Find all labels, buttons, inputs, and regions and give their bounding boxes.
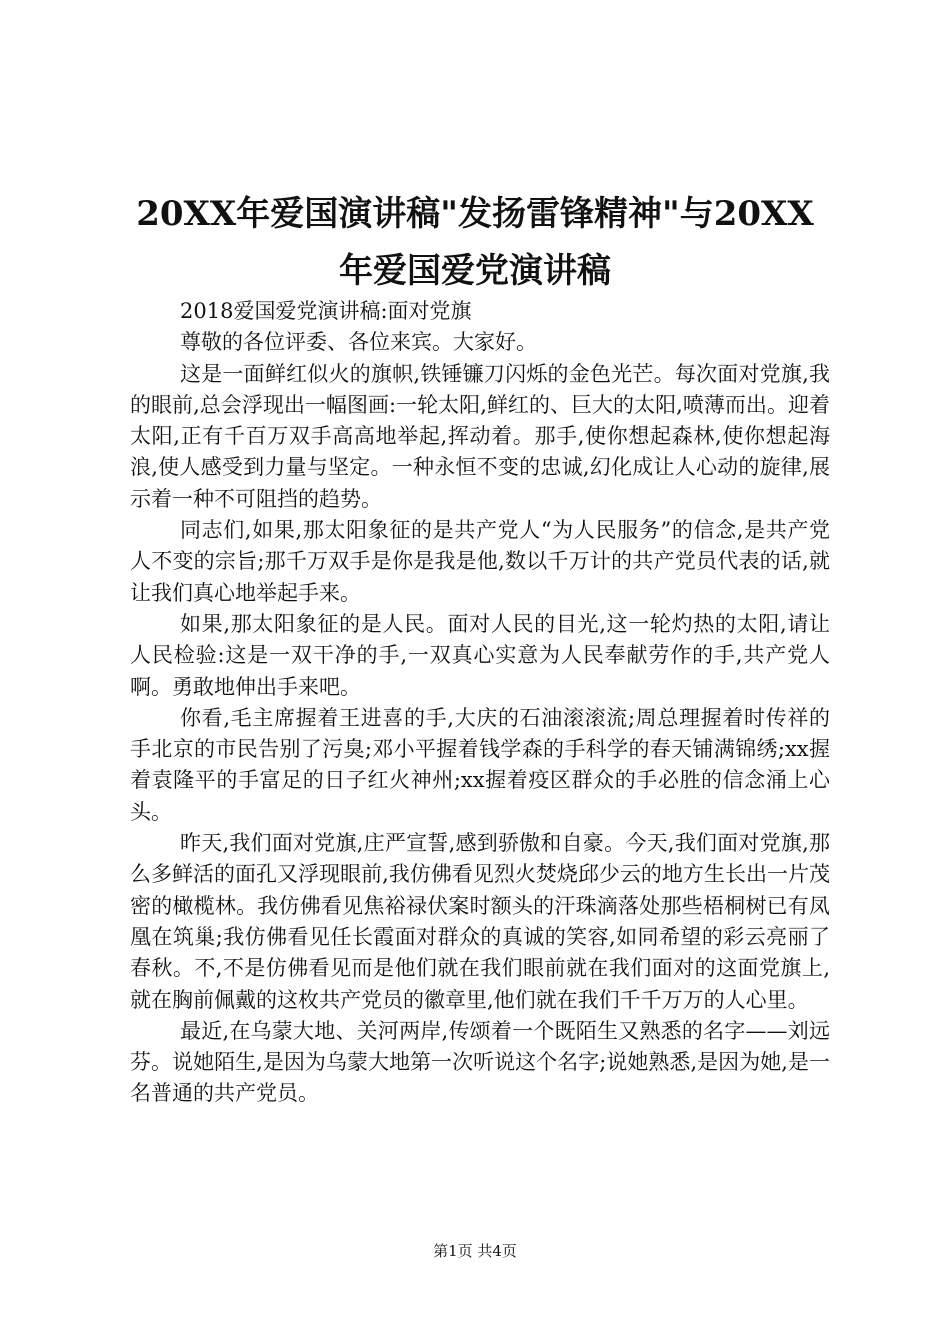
paragraph: 这是一面鲜红似火的旗帜,铁锤镰刀闪烁的金色光芒。每次面对党旗,我的眼前,总会浮现出一幅图画:一轮太阳,鲜红的、巨大的太阳,喷薄而出。迎着太阳,正有千百万双手高高地举起,挥动着。那手,使你想起森林,使你想起海浪,使人感受到力量与坚定。一种永恒不变的忠诚,幻化成让人心动的旋律,展示着一种不可阻挡的趋势。 <box>130 361 830 511</box>
paragraph: 你看,毛主席握着王进喜的手,大庆的石油滚滚流;周总理握着时传祥的手北京的市民告别了污臭;邓小平握着钱学森的手科学的春天铺满锦绣;xx握着袁隆平的手富足的日子红火神州;xx握着疫区群众的手必胜的信念涌上心头。 <box>130 705 830 824</box>
paragraph: 同志们,如果,那太阳象征的是共产党人“为人民服务”的信念,是共产党人不变的宗旨;那千万双手是你是我是他,数以千万计的共产党员代表的话,就让我们真心地举起手来。 <box>130 518 830 605</box>
page-footer: 第1页 共4页 <box>433 1242 517 1260</box>
paragraph: 如果,那太阳象征的是人民。面对人民的目光,这一轮灼热的太阳,请让人民检验:这是一双干净的手,一双真心实意为人民奉献劳作的手,共产党人啊。勇敢地伸出手来吧。 <box>130 611 830 699</box>
title-line-1: 20XX年爱国演讲稿"发扬雷锋精神"与20XX <box>136 194 814 234</box>
document-body <box>130 296 830 1110</box>
title-line-2: 年爱国爱党演讲稿 <box>339 251 611 291</box>
paragraph-greeting: 尊敬的各位评委、各位来宾。大家好。 <box>180 330 537 355</box>
paragraph-subtitle: 2018爱国爱党演讲稿:面对党旗 <box>180 299 472 323</box>
paragraph: 昨天,我们面对党旗,庄严宣誓,感到骄傲和自豪。今天,我们面对党旗,那么多鲜活的面孔又浮现眼前,我仿佛看见烈火焚烧邱少云的地方生长出一片茂密的橄榄林。我仿佛看见焦裕禄伏案时额头的汗珠滴落处那些梧桐树已有凤凰在筑巢;我仿佛看见任长霞面对群众的真诚的笑容,如同希望的彩云亮丽了春秋。不,不是仿佛看见而是他们就在我们眼前就在我们面对的这面党旗上,就在胸前佩戴的这枚共产党员的徽章里,他们就在我们千千万万的人心里。 <box>130 831 830 1012</box>
document-title <box>100 186 850 300</box>
paragraph: 最近,在乌蒙大地、关河两岸,传颂着一个既陌生又熟悉的名字——刘远芬。说她陌生,是因为乌蒙大地第一次听说这个名字;说她熟悉,是因为她,是一名普通的共产党员。 <box>130 1018 830 1106</box>
